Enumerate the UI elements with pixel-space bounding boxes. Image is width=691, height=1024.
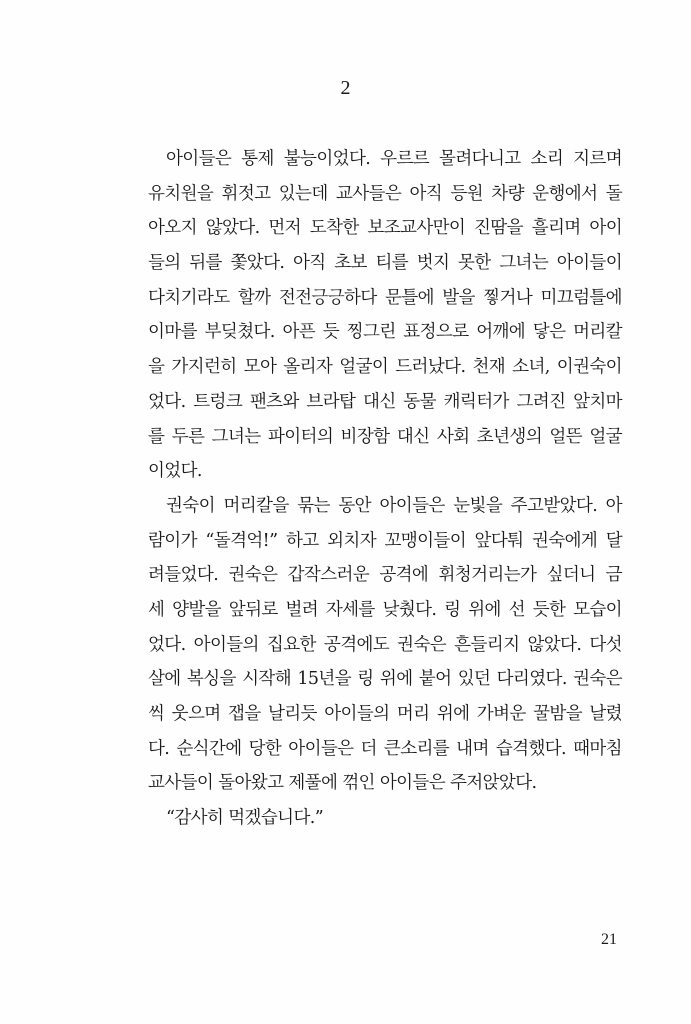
- page-number: 21: [601, 931, 617, 948]
- text-line: 아이들은 통제 불능이었다. 우르르 몰려다니고 소리 지르며: [166, 149, 622, 169]
- text-line: 을 가지런히 모아 올리자 얼굴이 드러났다. 천재 소녀, 이권숙이: [148, 357, 622, 378]
- text-line: 유치원을 휘젓고 있는데 교사들은 아직 등원 차량 운행에서 돌: [148, 183, 622, 204]
- text-line: 들의 뒤를 쫓았다. 아직 초보 티를 벗지 못한 그녀는 아이들이: [148, 253, 622, 274]
- text-line: 교사들이 돌아왔고 제풀에 꺾인 아이들은 주저앉았다.: [148, 773, 537, 794]
- body-text: [148, 142, 622, 836]
- text-line: 람이가 “돌격억!” 하고 외치자 꼬맹이들이 앞다퉈 권숙에게 달: [148, 530, 622, 551]
- text-line: 이마를 부딪쳤다. 아픈 듯 찡그린 표정으로 어깨에 닿은 머리칼: [148, 322, 622, 343]
- text-line: 아오지 않았다. 먼저 도착한 보조교사만이 진땀을 흘리며 아이: [148, 218, 622, 239]
- text-line: 다. 순식간에 당한 아이들은 더 큰소리를 내며 습격했다. 때마침: [148, 738, 622, 759]
- text-line: 려들었다. 권숙은 갑작스러운 공격에 휘청거리는가 싶더니 금: [148, 565, 622, 586]
- text-line: 이었다.: [148, 461, 202, 482]
- text-line: 었다. 아이들의 집요한 공격에도 권숙은 흔들리지 않았다. 다섯: [148, 634, 622, 655]
- text-line: 를 두른 그녀는 파이터의 비장함 대신 사회 초년생의 얼뜬 얼굴: [148, 426, 622, 447]
- text-line: 었다. 트렁크 팬츠와 브라탑 대신 동물 캐릭터가 그려진 앞치마: [148, 391, 622, 412]
- text-line: 씩 웃으며 잽을 날리듯 아이들의 머리 위에 가벼운 꿀밤을 날렸: [148, 704, 622, 724]
- text-line: “감사히 먹겠습니다.”: [166, 808, 324, 829]
- text-line: 권숙이 머리칼을 묶는 동안 아이들은 눈빛을 주고받았다. 아: [166, 495, 622, 516]
- text-line: 살에 복싱을 시작해 15년을 링 위에 붙어 있던 다리였다. 권숙은: [148, 669, 622, 690]
- text-line: 세 양발을 앞뒤로 벌려 자세를 낮췄다. 링 위에 선 듯한 모습이: [148, 599, 622, 620]
- chapter-number: 2: [340, 77, 351, 99]
- text-line: 다치기라도 할까 전전긍긍하다 문틀에 발을 찧거나 미끄럼틀에: [148, 287, 622, 308]
